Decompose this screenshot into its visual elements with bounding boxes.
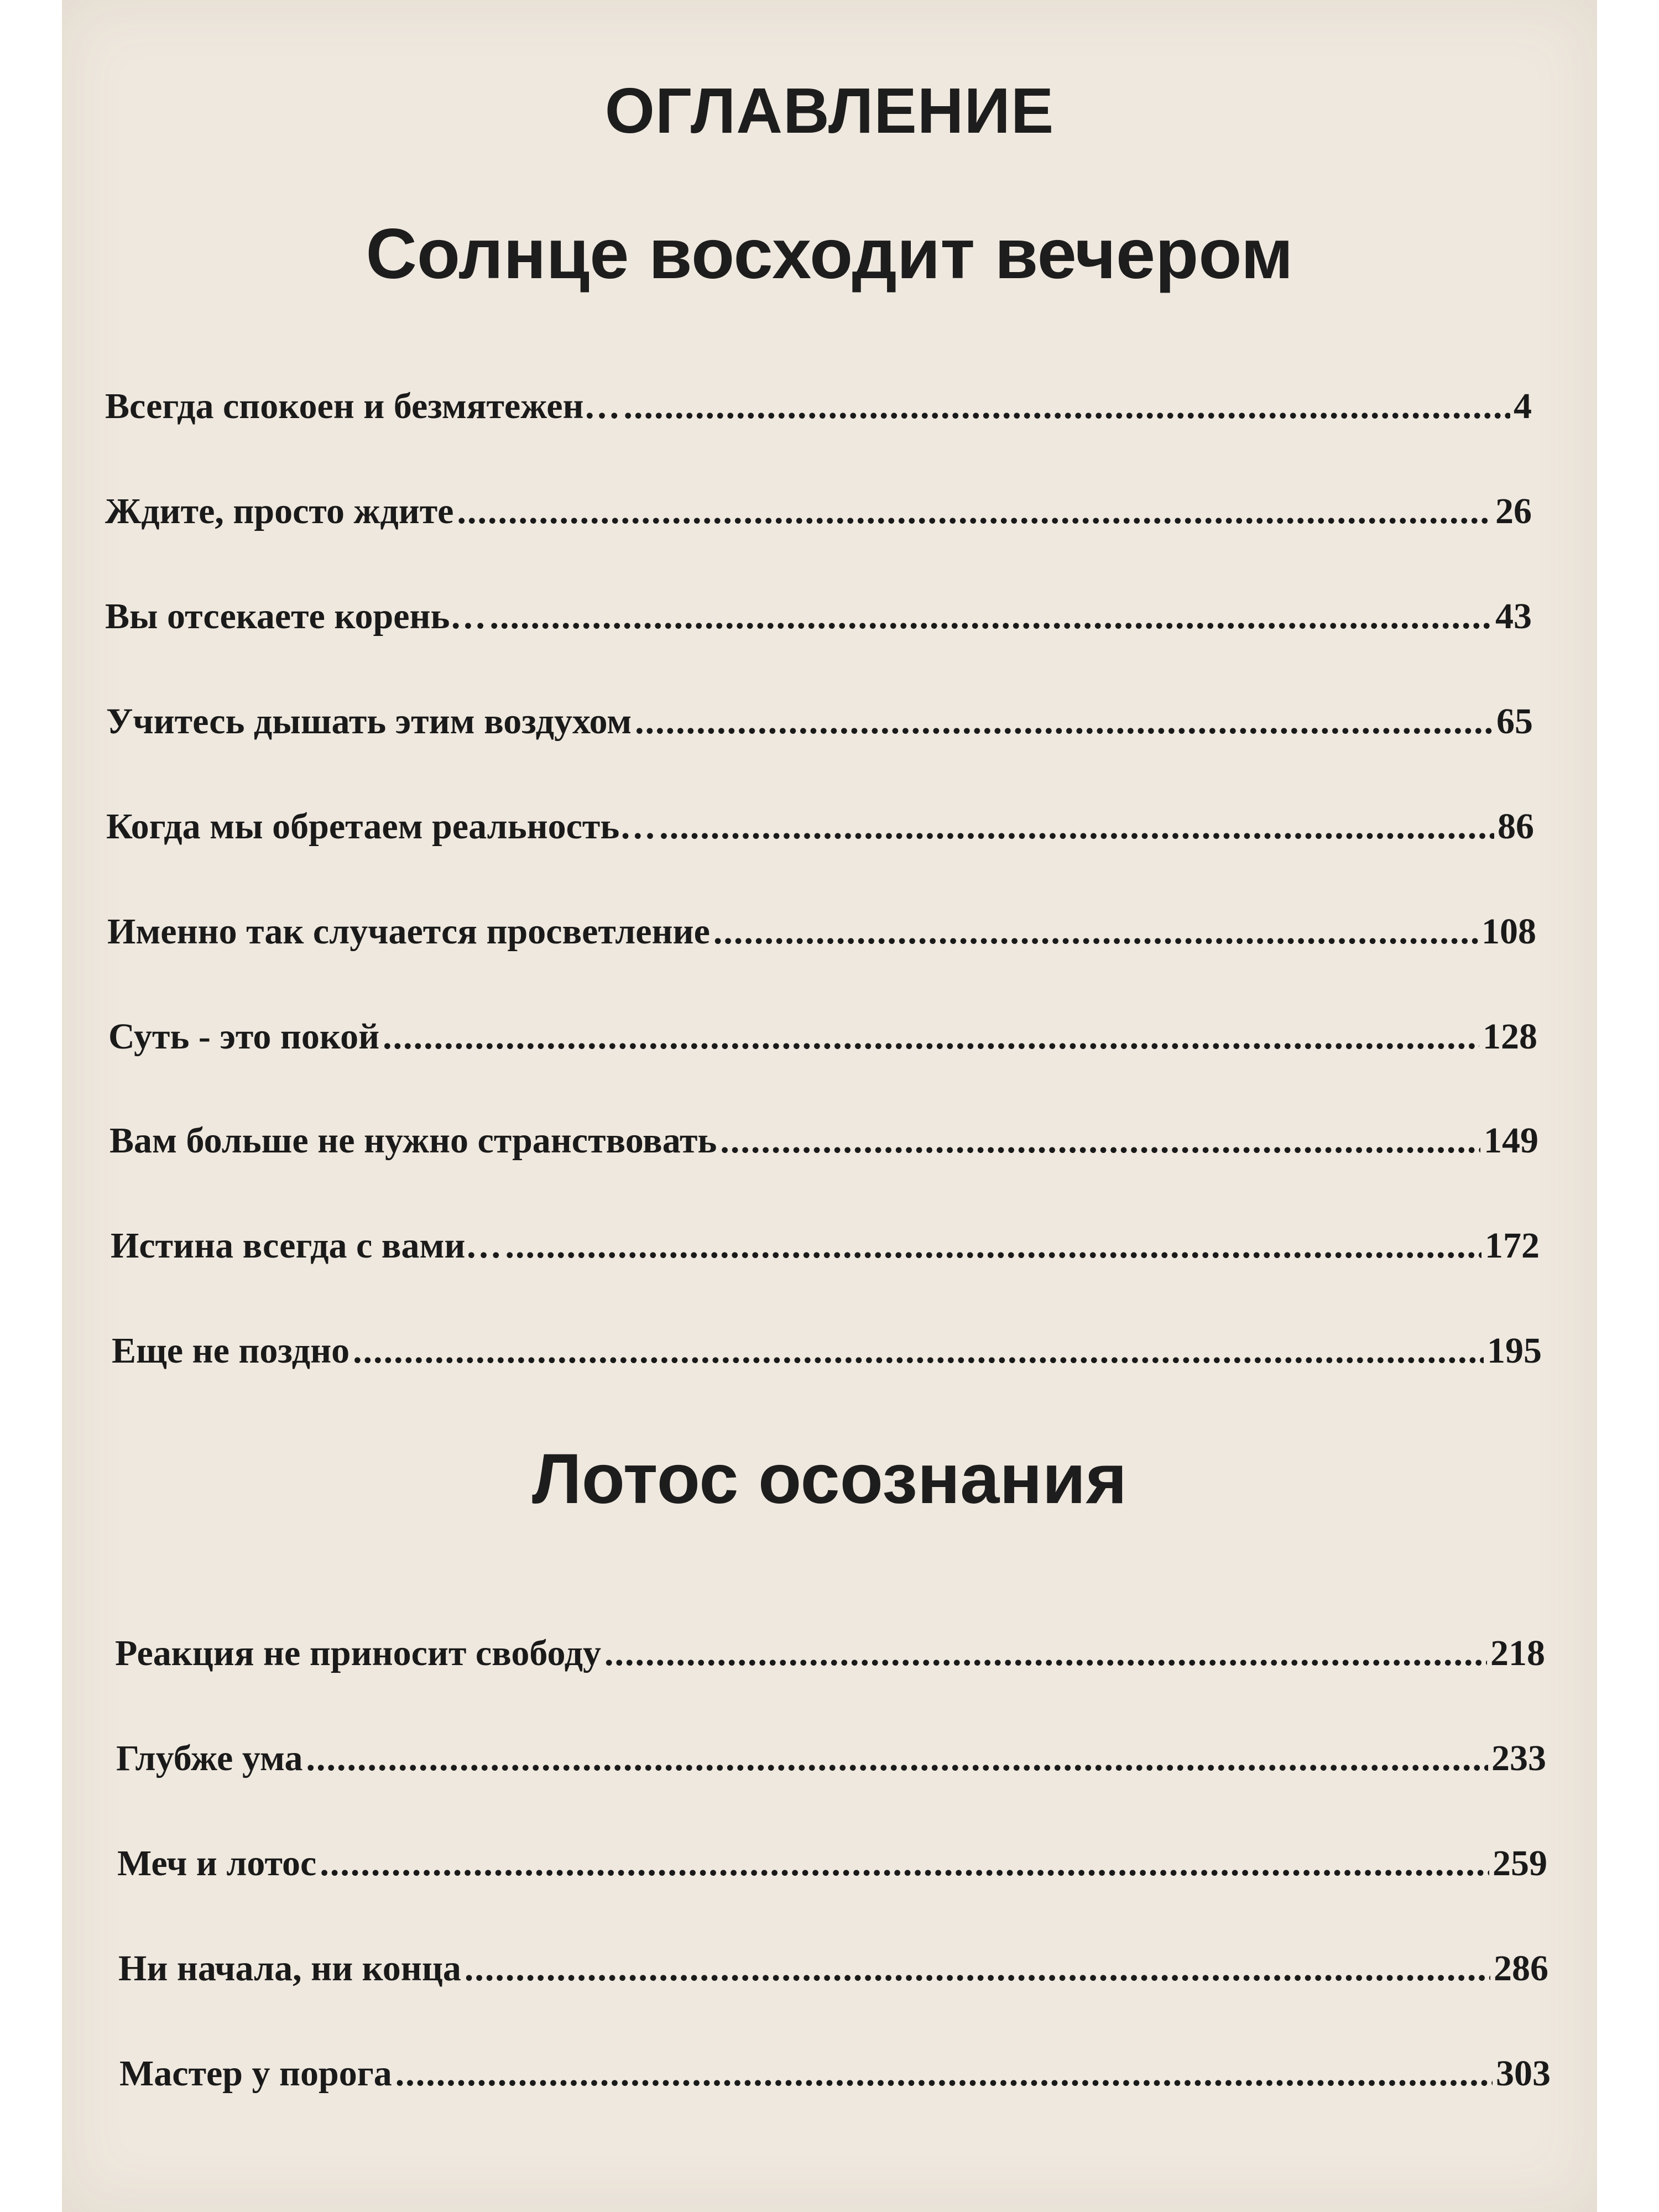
toc-entry[interactable]: [118, 1941, 1548, 1996]
page-title: ОГЛАВЛЕНИЕ: [604, 75, 1055, 147]
toc-entry-page: 218: [1490, 1633, 1545, 1673]
section-title: Лотос осознания: [531, 1439, 1128, 1519]
toc-entry-title: Всегда спокоен и безмятежен…: [105, 386, 620, 426]
toc-entry[interactable]: [106, 694, 1533, 749]
toc-entry[interactable]: [119, 2046, 1551, 2101]
toc-entry-page: 26: [1495, 491, 1532, 531]
toc-leader-dots: [489, 589, 1492, 644]
toc-entry[interactable]: [115, 1626, 1545, 1681]
toc-entry[interactable]: [112, 1323, 1542, 1379]
toc-entry[interactable]: [111, 1218, 1540, 1274]
toc-entry-page: 108: [1481, 911, 1536, 952]
toc-entry-title: Еще не поздно: [112, 1331, 350, 1371]
toc-entry-title: Мастер у порога: [119, 2053, 392, 2094]
toc-leader-dots: [659, 799, 1494, 854]
toc-entry-page: 4: [1514, 386, 1532, 426]
toc-entry[interactable]: [105, 589, 1532, 644]
toc-entry-title: Ждите, просто ждите: [105, 491, 454, 531]
toc-leader-dots: [457, 484, 1492, 539]
toc-leader-dots: [353, 1323, 1484, 1379]
toc-entry[interactable]: [108, 1009, 1537, 1065]
toc-leader-dots: [383, 1009, 1479, 1065]
toc-entry-title: Когда мы обретаем реальность…: [106, 806, 656, 847]
toc-entry-title: Суть - это покой: [108, 1016, 380, 1057]
section-title: Солнце восходит вечером: [366, 215, 1293, 294]
toc-entry-page: 195: [1487, 1331, 1542, 1371]
toc-leader-dots: [320, 1836, 1489, 1891]
toc-entry-page: 172: [1485, 1225, 1540, 1266]
toc-entry-title: Реакция не приносит свободу: [115, 1633, 601, 1673]
toc-entry-title: Ни начала, ни конца: [118, 1948, 461, 1989]
toc-leader-dots: [635, 694, 1493, 749]
toc-entry-title: Истина всегда с вами…: [111, 1225, 502, 1266]
toc-entry[interactable]: [105, 484, 1532, 539]
toc-entry-page: 303: [1496, 2053, 1551, 2094]
toc-entry-page: 128: [1483, 1016, 1537, 1057]
toc-entry-title: Вы отсекаете корень…: [105, 596, 487, 637]
toc-entry-page: 259: [1493, 1843, 1547, 1884]
toc-entry-page: 65: [1496, 701, 1533, 742]
toc-leader-dots: [306, 1731, 1488, 1786]
toc-entry-page: 286: [1494, 1948, 1548, 1989]
toc-leader-dots: [465, 1941, 1490, 1996]
toc-entry[interactable]: [109, 1113, 1538, 1168]
toc-leader-dots: [624, 379, 1510, 434]
toc-entry[interactable]: [107, 904, 1536, 959]
toc-entry[interactable]: [105, 379, 1532, 434]
toc-leader-dots: [713, 904, 1478, 959]
toc-leader-dots: [720, 1113, 1480, 1168]
toc-entry-title: Именно так случается просветление: [107, 911, 710, 952]
toc-entry-title: Глубже ума: [116, 1738, 303, 1778]
toc-entry[interactable]: [106, 799, 1534, 854]
toc-leader-dots: [505, 1218, 1481, 1274]
toc-entry-title: Вам больше не нужно странствовать: [109, 1120, 717, 1161]
toc-entry[interactable]: [116, 1731, 1546, 1786]
toc-entry-title: Меч и лотос: [117, 1843, 317, 1884]
toc-entry[interactable]: [117, 1836, 1547, 1891]
toc-entry-title: Учитесь дышать этим воздухом: [106, 701, 632, 742]
toc-entry-page: 86: [1498, 806, 1534, 847]
toc-entry-page: 233: [1491, 1738, 1546, 1778]
toc-leader-dots: [604, 1626, 1487, 1681]
toc-leader-dots: [395, 2046, 1493, 2101]
toc-entry-page: 149: [1484, 1120, 1538, 1161]
toc-entry-page: 43: [1495, 596, 1532, 637]
